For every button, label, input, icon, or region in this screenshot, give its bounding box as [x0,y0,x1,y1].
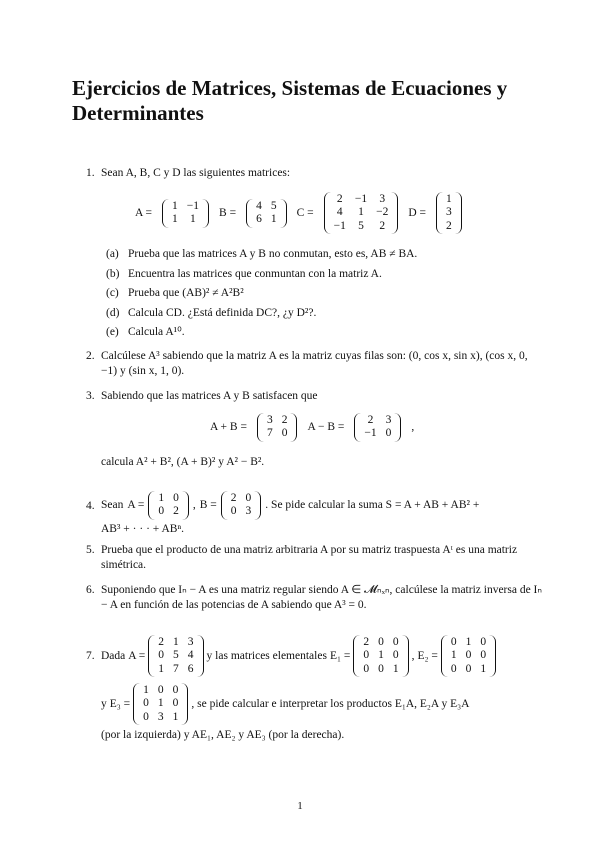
matrix-cell: 2 [363,635,370,648]
matrix-e3 [133,683,188,726]
right-paren [455,192,462,235]
right-paren [254,491,261,520]
left-paren [148,491,155,520]
matrix-cell: 1 [450,649,457,662]
problem-intro: Sabiendo que las matrices A y B satisfacen que [101,390,318,402]
p4-line2: AB³ + · · · + ABⁿ. [101,523,184,535]
matrix-cell: 2 [230,491,237,504]
left-paren [441,635,448,678]
right-paren [290,413,297,442]
matrix-cell: 1 [158,662,165,675]
matrix-cell: 2 [367,413,374,426]
matrix-cell: 6 [187,662,194,675]
matrix-cell: 0 [143,697,149,710]
matrix-cell: 1 [378,649,384,662]
matrix-cell: 1 [158,491,165,504]
matrix-cell: 2 [379,219,386,232]
matrix-cell: 0 [158,649,165,662]
matrix-cell: 1 [270,213,277,225]
matrix-e2 [441,635,496,678]
matrix-d-label: D = [408,207,427,219]
matrix-cell: −2 [376,206,389,219]
matrix-cell: 1 [172,199,178,212]
item-label: (b) [106,267,120,280]
matrix-d [436,192,462,235]
p1-item-d [106,304,546,324]
right-paren [489,635,496,678]
matrix-cell: 0 [378,662,384,675]
matrix-cell: 2 [173,505,179,517]
matrix-cell: 0 [450,662,457,675]
p1-item-e [106,323,546,343]
left-paren [221,491,228,520]
problem-7 [86,632,556,743]
mid-text: y las matrices elementales [206,649,327,662]
left-paren [148,635,155,678]
matrix-cell: 5 [270,199,277,212]
right-paren [202,199,209,228]
matrix-grid [448,635,489,678]
right-paren [182,491,189,520]
matrix-cell: 3 [266,413,273,426]
dada: Dada [101,649,126,662]
left-paren [246,199,253,228]
matrix-cell: 3 [385,413,392,426]
matrix-cell: 0 [230,505,237,517]
p3-outro [86,455,546,470]
matrix-cell: 0 [465,649,472,662]
matrix-cell: 2 [281,413,288,426]
matrix-b [246,199,287,228]
problem-1 [86,166,546,181]
matrix-grid [228,491,255,520]
matrix-cell: 0 [245,491,252,504]
item-text: Calcula CD. ¿Está definida DC?, ¿y D²?. [128,306,317,319]
p7-line2 [101,680,556,728]
item-label: (e) [106,326,119,338]
p7-line1 [101,632,556,680]
matrix-cell: 3 [379,192,386,205]
matrix-cell: 1 [143,683,149,696]
problem-4 [86,488,556,537]
sean: Sean [101,498,124,511]
item-text: Calcula A¹⁰. [128,326,185,338]
matrix-cell: 0 [281,427,288,439]
matrix-grid [331,192,392,235]
matrix-grid [264,413,291,442]
matrix-cell: 0 [385,427,392,439]
e1-label: E₁ = [329,649,351,662]
matrix-cell: 6 [256,213,262,225]
matrix-grid [253,199,280,228]
matrix-cell: −1 [333,219,346,232]
problem-6 [86,583,546,613]
problem-text: Prueba que el producto de una matriz arbitraria A por su matriz traspuesta Aᵗ es una matriz simétrica. [101,544,518,571]
y: y [101,697,107,710]
matrix-cell: 0 [363,662,370,675]
matrix-cell: 3 [446,206,452,219]
left-paren [162,199,169,228]
matrix-grid [360,635,401,678]
problem-2 [86,349,546,379]
matrix-cell: 2 [446,219,452,232]
matrix-grid [443,192,455,235]
matrix-cell: 0 [480,635,487,648]
item-label: (a) [106,248,119,260]
problem-number: 1. [86,167,95,179]
matrix-cell: 1 [173,635,179,648]
item-text: Prueba que las matrices A y B no conmutan, esto es, AB ≠ BA. [128,248,418,260]
matrix-cell: 4 [336,206,343,219]
right-paren [280,199,287,228]
sep: , [192,498,196,511]
p1-items [86,245,546,343]
diff-matrix [354,413,401,442]
matrix-cell: 0 [173,491,179,504]
matrix-cell: 0 [172,683,179,696]
matrix-a [162,199,209,228]
e2-label: E₂ = [417,649,438,662]
e3-label: E₃ = [109,697,131,710]
matrix-cell: 1 [465,635,472,648]
page-title: Ejercicios de Matrices, Sistemas de Ecuaciones y Determinantes [72,76,508,125]
diff-label: A − B = [307,421,345,433]
p1-item-c [106,284,546,304]
p7-text: , se pide calcular e interpretar los productos E₁A, E₂A y E₃A [191,697,470,710]
matrix-cell: 1 [480,662,487,675]
b-label: B = [199,498,217,511]
right-paren [391,192,398,235]
p3-equations [210,409,414,445]
a-label: A = [127,498,145,511]
matrix-cell: 0 [450,635,457,648]
matrix-cell: 1 [157,697,164,710]
left-paren [324,192,331,235]
matrix-cell: 7 [173,662,179,675]
problem-3 [86,389,546,404]
matrix-cell: 1 [172,213,178,225]
item-text: Encuentra las matrices que conmuntan con la matriz A. [128,267,382,280]
page-number: 1 [297,800,303,812]
matrix-grid [155,635,196,678]
problem-text: Calcúlese A³ sabiendo que la matriz A es la matriz cuyas filas son: (0, cos x, sin x), (cos x, 0, −1) y (sin x, 1, 0). [101,350,528,377]
matrix-cell: 0 [378,635,384,648]
matrix-cell: 1 [446,192,452,205]
item-label: (c) [106,287,119,299]
matrix-cell: 3 [245,505,252,517]
right-paren [402,635,409,678]
matrix-cell: 5 [358,219,364,232]
matrix-cell: 0 [172,697,179,710]
matrix-cell: 0 [392,635,399,648]
matrix-cell: 0 [465,662,472,675]
matrix-grid [169,199,202,228]
matrix-cell: 0 [363,649,370,662]
matrix-cell: 3 [187,635,194,648]
matrix-cell: 0 [158,505,165,517]
problem-outro: calcula A² + B², (A + B)² y A² − B². [101,456,265,468]
matrix-cell: 1 [358,206,364,219]
matrix-grid [155,491,182,520]
matrix-cell: 0 [143,710,149,723]
item-text: Prueba que (AB)² ≠ A²B² [128,287,244,299]
p4-text: . Se pide calcular la suma S = A + AB + AB² + [265,498,480,511]
sum-matrix [257,413,298,442]
comma: , [411,421,415,433]
matrix-cell: 4 [256,199,262,212]
matrix-cell: 5 [173,649,179,662]
matrix-grid [140,683,181,726]
p4-line1 [101,488,556,522]
right-paren [197,635,204,678]
matrix-cell: 7 [266,427,273,439]
matrix-a-label: A = [135,207,153,219]
matrix-a [148,635,203,678]
matrix-cell: 0 [480,649,487,662]
p1-matrices [135,190,462,236]
a-label: A = [128,649,146,662]
right-paren [394,413,401,442]
matrix-cell: 2 [336,192,343,205]
problem-number: 2. [86,350,95,362]
problem-number: 5. [86,544,95,556]
left-paren [436,192,443,235]
matrix-cell: −1 [364,427,377,439]
problem-number: 4. [86,500,95,512]
matrix-cell: 0 [392,649,399,662]
left-paren [257,413,264,442]
matrix-e1 [353,635,408,678]
matrix-cell: −1 [354,192,368,205]
matrix-cell: 2 [158,635,165,648]
matrix-grid [361,413,394,442]
problem-number: 3. [86,390,95,402]
matrix-cell: 1 [172,710,179,723]
p7-line3: (por la izquierda) y AE₁, AE₂ y AE₃ (por la derecha). [101,729,345,741]
problem-intro: Sean A, B, C y D las siguientes matrices: [101,167,291,179]
left-paren [353,635,360,678]
right-paren [181,683,188,726]
matrix-b-label: B = [219,207,237,219]
matrix-cell: −1 [186,199,200,212]
matrix-a [148,491,189,520]
problem-text: Suponiendo que Iₙ − A es una matriz regular siendo A ∈ 𝓜ₙₓₙ, calcúlese la matriz inversa de Iₙ − A en función de las potencias de A sabiendo que A³ = 0. [101,584,542,611]
item-label: (d) [106,306,120,319]
matrix-cell: 3 [157,710,164,723]
matrix-c [324,192,399,235]
matrix-cell: 4 [187,649,194,662]
problem-number: 6. [86,584,95,596]
matrix-c-label: C = [296,207,314,219]
problem-5 [86,543,546,573]
sep: , [411,649,415,662]
matrix-cell: 1 [190,213,196,225]
p1-item-a [106,245,546,265]
matrix-cell: 0 [157,683,164,696]
sum-label: A + B = [210,421,247,433]
p1-item-b [106,265,546,285]
matrix-b [221,491,262,520]
left-paren [354,413,361,442]
matrix-cell: 1 [392,662,399,675]
left-paren [133,683,140,726]
problem-number: 7. [86,650,95,662]
